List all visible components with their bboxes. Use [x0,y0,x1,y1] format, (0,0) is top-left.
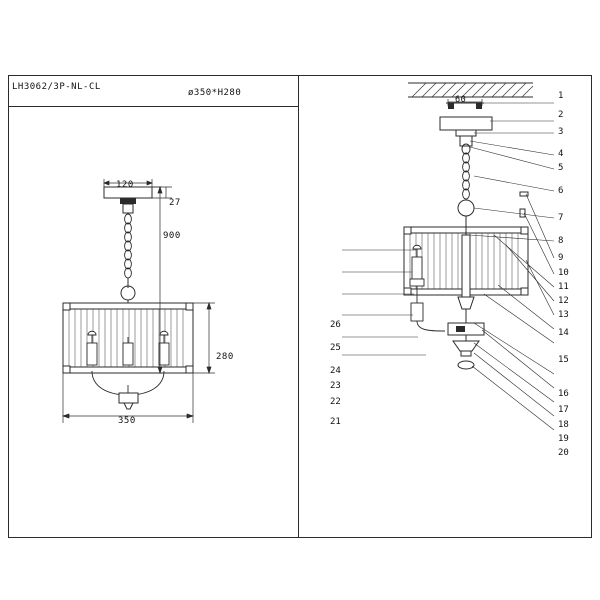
callout-23: 23 [330,381,341,391]
callout-26: 26 [330,320,341,330]
callout-11: 11 [558,282,569,292]
dim-total-drop-label: 900 [163,231,181,241]
left-elevation-drawing [0,75,300,545]
callout-1: 1 [558,91,564,101]
callout-19: 19 [558,434,569,444]
callout-24: 24 [330,366,341,376]
callout-4: 4 [558,149,564,159]
callout-12: 12 [558,296,569,306]
callout-16: 16 [558,389,569,399]
callout-18: 18 [558,420,569,430]
dim-canopy-width-label: 120 [116,180,134,190]
callout-25: 25 [330,343,341,353]
callout-8: 8 [558,236,564,246]
right-assembly-drawing [298,75,600,545]
callout-14: 14 [558,328,569,338]
callout-20: 20 [558,448,569,458]
dim-shade-diameter-label: 350 [118,416,136,426]
model-code-label: LH3062/3P-NL-CL [12,82,101,92]
callout-10: 10 [558,268,569,278]
callout-5: 5 [558,163,564,173]
callout-2: 2 [558,110,564,120]
callout-6: 6 [558,186,564,196]
dim-shade-height-label: 280 [216,352,234,362]
callout-15: 15 [558,355,569,365]
callout-3: 3 [558,127,564,137]
size-code-label: ø350*H280 [188,88,242,98]
callout-22: 22 [330,397,341,407]
callout-21: 21 [330,417,341,427]
callout-7: 7 [558,213,564,223]
callout-17: 17 [558,405,569,415]
callout-13: 13 [558,310,569,320]
dim-canopy-height-label: 27 [169,198,181,208]
dim-mount-plate-width-label: 60 [455,95,467,105]
callout-9: 9 [558,253,564,263]
